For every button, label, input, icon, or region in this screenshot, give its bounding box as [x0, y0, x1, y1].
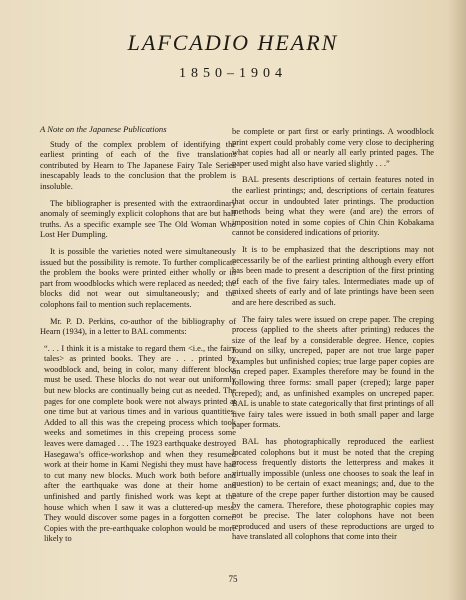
quotation: “. . . I think it is a mistake to regard them <i.e., the fairy tales> as printed books. They are . . . printed by woodblock and, being in color, many different blocks must be used. These blocks do not wear out uniformly but new blocks are continually being cut as needed. The pages for one complete book were not always printed at one time but at various times and in various quantities. Added to all this was the crepeing process which took weeks and sometimes in this crepeing process some leaves were damaged . . . The 1923 earthquake destroyed Hasegawa’s office-workshop and when they resumed work at their home in Kami Negishi they must have had to cut many new blocks. Much work both before and after the earthquake was done at their home and unfinished and partly finished work was kept at the house which when I saw it was a cluttered-up mess. They would discover some pages in a forgotten corner. Copies with the pre-earthquake colophon would be more likely to: [44, 343, 236, 544]
section-heading: A Note on the Japanese Publications: [40, 124, 167, 134]
quotation-continued: be complete or part first or early printings. A woodblock print expert could probably come very close to deciphering what copies had all or nearly all early printed pages. The paper used might also have varied slightly . . .”: [232, 127, 434, 168]
page-title: LAFCADIO HEARN: [127, 30, 339, 55]
paragraph: Study of the complex problem of identifying the earliest printing of each of the five translations contributed by Hearn to The Japanese Fairy Tale Series inescapably leads to the conclusion that the problem is insoluble.: [40, 139, 236, 191]
paragraph: The fairy tales were issued on crepe paper. The creping process (applied to the sheets after printing) reduces the size of the leaf by a considerable degree. Hence, copies found on silky, uncreped, paper are not true large paper examples but unfinished copies; true large paper copies are on creped paper. Examples therefore may be found in the following three forms: small paper (creped); large paper (creped); and, as unfinished examples on uncreped paper. BAL is unable to state categorically that first printings of all five fairy tales were issued in both small paper and large paper formats.: [232, 314, 434, 430]
page-edge-shadow: [448, 0, 466, 600]
paragraph: The bibliographer is presented with the extraordinary anomaly of seemingly explicit colophons that are but half truths. As a specific example see The Old Woman Who Lost Her Dumpling.: [40, 198, 236, 240]
paragraph: It is to be emphasized that the descriptions may not necessarily be of the earliest printing although every effort has been made to present a description of the first printing of each of the five fairy tales. Intermediates made up of mixed sheets of early and of late printings have been seen and are here described as such.: [232, 244, 434, 307]
paragraph: BAL has photographically reproduced the earliest located colophons but it must be noted that the creping process frequently distorts the letterpress and makes it virtually impossible (unless one chooses to soak the leaf in question) to be certain of exact meanings; and, due to the nature of the crepe paper further distortion may be caused by the camera. Therefore, these photographic copies may not be precise. The later colophons have not been reproduced and users of these reproductions are urged to have translated all colophons that come into their: [232, 437, 434, 542]
paragraph: It is possible the varieties noted were simultaneously issued but the possibility is remote. To further complicate the problem the books were printed either wholly or in part from woodblocks which were replaced as needed; the blocks did not wear out simultaneously; and the colophons fail to mention such replacements.: [40, 246, 236, 309]
page-number: 75: [228, 574, 238, 584]
right-column: [232, 127, 434, 549]
paragraph: Mr. P. D. Perkins, co-author of the bibliography of Hearn (1934), in a letter to BAL comments:: [40, 316, 236, 337]
left-column: [40, 124, 236, 551]
life-years: 1850–1904: [179, 66, 287, 81]
paragraph: BAL presents descriptions of certain features noted in the earliest printings; and, descriptions of certain features that occur in undoubted later printings. The production methods being what they were (and are) the errors of imposition noted in some copies of Chin Chin Kobakama cannot be considered indications of priority.: [232, 175, 434, 238]
